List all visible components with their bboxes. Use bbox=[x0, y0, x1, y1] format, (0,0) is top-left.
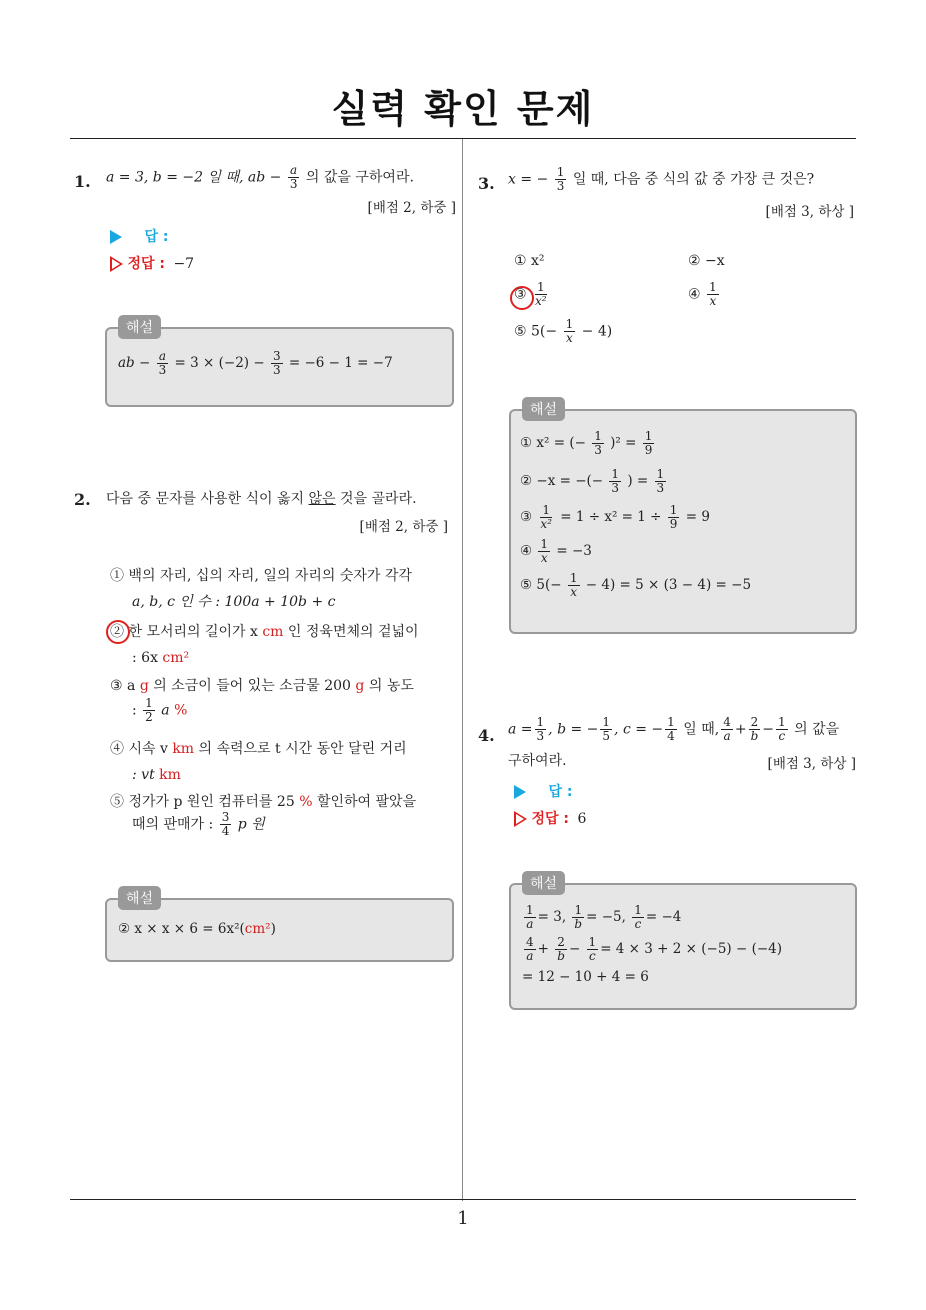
opt-text: 할인하여 팔았을 bbox=[312, 794, 417, 810]
frac-den: 9 bbox=[644, 443, 653, 457]
unit-text: km bbox=[172, 741, 195, 757]
frac-num: 1 bbox=[667, 715, 675, 729]
frac-den: 5 bbox=[602, 729, 611, 743]
frac-den: b bbox=[574, 917, 583, 931]
frac-den: 3 bbox=[272, 363, 281, 377]
q4-exp-line-2 bbox=[522, 936, 852, 968]
frac-num: 3 bbox=[272, 349, 281, 363]
unit-text: g bbox=[139, 678, 149, 694]
q4-answer-label: 답 : bbox=[548, 784, 573, 800]
exp-frac bbox=[643, 430, 655, 457]
frac-num: 4 bbox=[526, 935, 534, 949]
frac-den: 3 bbox=[536, 729, 545, 743]
q1-frac-den: 3 bbox=[289, 177, 298, 191]
exp-text: ② −x = −(− bbox=[520, 473, 604, 489]
q4-frac bbox=[535, 716, 547, 743]
q2-option-3-line2 bbox=[132, 697, 187, 724]
frac-num: 1 bbox=[709, 280, 717, 294]
exp-text: − 4) = 5 × (3 − 4) = −5 bbox=[585, 577, 752, 593]
q4-text: − bbox=[762, 721, 774, 738]
frac-den: 4 bbox=[221, 824, 230, 838]
frac-den: a bbox=[723, 729, 731, 743]
exp-text: − bbox=[568, 941, 581, 957]
q4-question-line2: 구하여라. bbox=[508, 753, 567, 769]
q3-exp-line-5 bbox=[520, 572, 850, 606]
exp-text: ) = bbox=[627, 473, 649, 489]
frac-num: 1 bbox=[644, 429, 653, 443]
bottom-divider bbox=[70, 1199, 856, 1200]
frac-num: 2 bbox=[750, 715, 759, 729]
q4-text: + bbox=[734, 721, 747, 738]
q4-question bbox=[508, 716, 860, 743]
exp-text: = 1 ÷ x² = 1 ÷ bbox=[560, 509, 662, 525]
frac-den: 3 bbox=[594, 443, 602, 457]
q4-correct-row bbox=[514, 808, 586, 828]
correct-triangle-icon bbox=[514, 811, 527, 827]
q1-correct-row bbox=[110, 253, 194, 273]
q1-fraction bbox=[288, 164, 300, 191]
opt-mark: ③ bbox=[514, 286, 527, 303]
opt-text: : bbox=[132, 702, 137, 719]
frac-den: x bbox=[570, 585, 578, 599]
q2-option-5-line2 bbox=[132, 811, 265, 838]
exp-text: ⑤ 5(− bbox=[520, 577, 562, 593]
q4-score: [배점 3, 하상 ] bbox=[767, 756, 856, 772]
exp-text: ① x² = (− bbox=[520, 435, 586, 451]
q3-explanation bbox=[520, 430, 850, 606]
opt-text: ② 한 모서리의 길이가 x bbox=[110, 624, 263, 640]
opt-text: ⑤ 5(− bbox=[514, 323, 558, 340]
frac-num: 1 bbox=[588, 935, 597, 949]
frac-num: 1 bbox=[602, 715, 611, 729]
q4-explanation-tag: 해설 bbox=[522, 871, 565, 895]
frac-den: a bbox=[526, 949, 534, 963]
q3-option-1[interactable]: ① x² bbox=[514, 253, 545, 269]
q2-question bbox=[106, 488, 458, 510]
exp-frac bbox=[572, 904, 584, 931]
opt-text: a bbox=[161, 702, 175, 719]
frac-num: 1 bbox=[778, 715, 786, 729]
q3-option-5[interactable] bbox=[514, 318, 612, 345]
unit-text: cm bbox=[262, 624, 284, 640]
unit-text: km bbox=[159, 767, 181, 783]
frac-den: 3 bbox=[656, 481, 665, 495]
q4-correct-value: 6 bbox=[577, 811, 587, 827]
top-divider bbox=[70, 138, 856, 139]
column-divider bbox=[462, 139, 463, 1201]
q2-number: 2. bbox=[74, 490, 91, 509]
unit-text: g bbox=[355, 678, 365, 694]
frac-den: c bbox=[589, 949, 596, 963]
q1-score: [배점 2, 하중 ] bbox=[367, 200, 456, 216]
q3-exp-line-1 bbox=[520, 430, 850, 468]
q3-opt4-frac bbox=[707, 281, 719, 308]
answer-triangle-icon bbox=[110, 230, 122, 244]
exp-frac bbox=[524, 904, 536, 931]
unit-text: % bbox=[299, 794, 313, 810]
q4-frac bbox=[721, 716, 733, 743]
opt-text: 인 정육면체의 겉넓이 bbox=[283, 624, 419, 640]
frac-num: 1 bbox=[594, 429, 602, 443]
q4-text: , b = − bbox=[548, 721, 599, 738]
q1-exp-part: = −6 − 1 = −7 bbox=[288, 355, 393, 371]
q3-exp-line-2 bbox=[520, 468, 850, 504]
page-number: 1 bbox=[457, 1208, 469, 1229]
exp-frac bbox=[538, 538, 550, 565]
q4-text: a = bbox=[508, 721, 533, 738]
q2-option-2-line2 bbox=[132, 647, 189, 669]
q4-frac bbox=[776, 716, 788, 743]
unit-text: % bbox=[174, 702, 188, 719]
q2-text-a: 다음 중 문자를 사용한 식이 옳지 bbox=[106, 491, 309, 507]
q4-frac bbox=[600, 716, 612, 743]
q1-correct-label: 정답 : bbox=[127, 256, 165, 272]
exp-text: = 4 × 3 + 2 × (−5) − (−4) bbox=[600, 941, 783, 957]
opt-text: ④ 시속 v bbox=[110, 741, 173, 757]
q1-answer-row bbox=[110, 226, 168, 246]
q1-number: 1. bbox=[74, 172, 91, 191]
q2-opt3-frac bbox=[143, 697, 155, 724]
q3-option-2[interactable]: ② −x bbox=[688, 253, 725, 269]
frac-num: 1 bbox=[540, 537, 549, 551]
frac-den: 9 bbox=[669, 517, 678, 531]
q3-text-pre: x = − bbox=[508, 171, 549, 188]
q1-text-pre: a = 3, b = −2 일 때, ab − bbox=[106, 169, 282, 186]
q4-correct-label: 정답 : bbox=[531, 811, 569, 827]
q2-text-b: 것을 골라라. bbox=[335, 491, 417, 507]
q4-explanation bbox=[522, 904, 852, 990]
exp-text: )² = bbox=[610, 435, 637, 451]
opt-text: : 6x bbox=[132, 650, 163, 666]
exp-text: = −4 bbox=[645, 909, 682, 925]
opt-text: 의 농도 bbox=[364, 678, 414, 694]
frac-num: 1 bbox=[565, 317, 574, 331]
frac-num: 1 bbox=[536, 280, 545, 294]
opt-text: ③ a bbox=[110, 678, 140, 694]
frac-num: 1 bbox=[536, 715, 545, 729]
q4-exp-line-3: = 12 − 10 + 4 = 6 bbox=[522, 969, 649, 985]
q4-text: , c = − bbox=[614, 721, 664, 738]
q4-answer-row bbox=[514, 781, 572, 801]
frac-den: x bbox=[709, 294, 717, 308]
frac-den: 3 bbox=[556, 179, 565, 193]
exp-text: + bbox=[537, 941, 549, 957]
frac-num: 1 bbox=[574, 903, 583, 917]
q2-option-4-line1[interactable] bbox=[110, 738, 407, 760]
q3-explanation-tag: 해설 bbox=[522, 397, 565, 421]
frac-den: b bbox=[750, 729, 759, 743]
frac-den: 4 bbox=[667, 729, 675, 743]
exp-text: ② x × x × 6 = 6x²( bbox=[118, 921, 245, 937]
q3-exp-line-3 bbox=[520, 504, 850, 538]
exp-frac bbox=[592, 430, 604, 457]
q1-frac-num: a bbox=[290, 163, 298, 177]
answer-triangle-icon bbox=[514, 785, 526, 799]
q1-exp-part: = 3 × (−2) − bbox=[174, 355, 265, 371]
opt-text: : vt bbox=[132, 767, 160, 783]
frac-den: 3 bbox=[611, 481, 620, 495]
frac-num: 1 bbox=[656, 467, 665, 481]
frac-num: 1 bbox=[634, 903, 642, 917]
q2-explanation bbox=[118, 918, 276, 940]
opt-text: p 원 bbox=[237, 816, 265, 833]
q4-exp-line-1 bbox=[522, 904, 852, 936]
q2-option-5-line1[interactable] bbox=[110, 791, 416, 813]
q3-question bbox=[508, 166, 848, 193]
exp-frac bbox=[587, 936, 599, 963]
exp-frac bbox=[609, 468, 621, 495]
frac-num: 4 bbox=[723, 715, 731, 729]
q2-option-2-line1[interactable] bbox=[110, 621, 419, 643]
q1-question bbox=[106, 164, 456, 191]
opt-text: − 4) bbox=[581, 323, 613, 340]
frac-den: x² bbox=[540, 517, 552, 531]
q4-frac bbox=[665, 716, 677, 743]
unit-text: cm² bbox=[244, 921, 271, 937]
frac-num: 3 bbox=[221, 810, 230, 824]
exp-frac bbox=[555, 936, 567, 963]
exp-frac bbox=[538, 504, 554, 531]
exp-text: ④ bbox=[520, 543, 533, 559]
q2-option-1-line2: a, b, c 인 수 : 100a + 10b + c bbox=[132, 594, 336, 610]
q4-text: 일 때, bbox=[683, 721, 720, 738]
frac-den: x² bbox=[535, 294, 547, 308]
q2-option-1-line1[interactable]: ① 백의 자리, 십의 자리, 일의 자리의 숫자가 각각 bbox=[110, 568, 412, 584]
frac-den: 2 bbox=[145, 710, 153, 724]
frac-num: 1 bbox=[569, 571, 578, 585]
exp-text: = −5, bbox=[586, 909, 626, 925]
q1-correct-value: −7 bbox=[173, 256, 195, 272]
frac-den: x bbox=[540, 551, 548, 565]
q2-text-underlined: 않은 bbox=[308, 491, 336, 507]
opt-text: ⑤ 정가가 p 원인 컴퓨터를 25 bbox=[110, 794, 300, 810]
frac-num: a bbox=[158, 349, 166, 363]
frac-num: 1 bbox=[542, 503, 551, 517]
frac-den: x bbox=[565, 331, 573, 345]
page-title: 실력 확인 문제 bbox=[331, 87, 595, 131]
frac-num: 1 bbox=[556, 165, 565, 179]
frac-den: c bbox=[634, 917, 642, 931]
q1-explanation-tag: 해설 bbox=[118, 315, 161, 339]
frac-den: 3 bbox=[158, 363, 167, 377]
q3-text-post: 일 때, 다음 중 식의 값 중 가장 큰 것은? bbox=[572, 171, 815, 188]
q1-text-post: 의 값을 구하여라. bbox=[305, 169, 414, 186]
q3-opt3-frac bbox=[533, 281, 549, 308]
frac-num: 1 bbox=[611, 467, 620, 481]
q3-number: 3. bbox=[478, 174, 495, 193]
q2-option-3-line1[interactable] bbox=[110, 675, 414, 697]
exp-text: = 9 bbox=[685, 509, 710, 525]
q4-frac bbox=[749, 716, 761, 743]
frac-den: a bbox=[526, 917, 534, 931]
exp-text: ③ bbox=[520, 509, 533, 525]
exp-frac bbox=[668, 504, 680, 531]
q1-exp-frac bbox=[271, 350, 283, 377]
q3-exp-line-4 bbox=[520, 538, 850, 572]
opt-text: 의 속력으로 t 시간 동안 달린 거리 bbox=[194, 741, 407, 757]
q1-exp-frac bbox=[157, 350, 169, 377]
q3-score: [배점 3, 하상 ] bbox=[765, 204, 854, 220]
frac-den: c bbox=[778, 729, 786, 743]
frac-num: 1 bbox=[669, 503, 678, 517]
frac-num: 1 bbox=[526, 903, 534, 917]
frac-den: b bbox=[557, 949, 565, 963]
q1-answer-label: 답 : bbox=[144, 229, 169, 245]
frac-num: 1 bbox=[145, 696, 153, 710]
exp-frac bbox=[655, 468, 667, 495]
q2-option-4-line2 bbox=[132, 764, 181, 786]
q3-opt5-frac bbox=[564, 318, 576, 345]
correct-triangle-icon bbox=[110, 256, 123, 272]
frac-num: 2 bbox=[557, 935, 565, 949]
q3-fraction bbox=[555, 166, 567, 193]
q4-text: 의 값을 bbox=[794, 721, 840, 738]
exp-text: = −3 bbox=[556, 543, 592, 559]
opt-mark: ④ bbox=[688, 286, 701, 303]
opt-text: 의 소금이 들어 있는 소금물 200 bbox=[148, 678, 356, 694]
opt-text: 때의 판매가 : bbox=[132, 816, 214, 833]
exp-frac bbox=[568, 572, 580, 599]
exp-frac bbox=[632, 904, 644, 931]
q3-option-3[interactable] bbox=[514, 281, 551, 308]
q1-exp-part: ab − bbox=[118, 355, 151, 371]
unit-text: cm² bbox=[162, 650, 190, 666]
exp-frac bbox=[524, 936, 536, 963]
q2-score: [배점 2, 하중 ] bbox=[359, 519, 448, 535]
exp-text: = 3, bbox=[537, 909, 567, 925]
q3-option-4[interactable] bbox=[688, 281, 721, 308]
exp-text: ) bbox=[270, 921, 276, 937]
q4-number: 4. bbox=[478, 726, 495, 745]
q2-explanation-tag: 해설 bbox=[118, 886, 161, 910]
q2-opt5-frac bbox=[220, 811, 232, 838]
q1-explanation bbox=[118, 350, 393, 377]
